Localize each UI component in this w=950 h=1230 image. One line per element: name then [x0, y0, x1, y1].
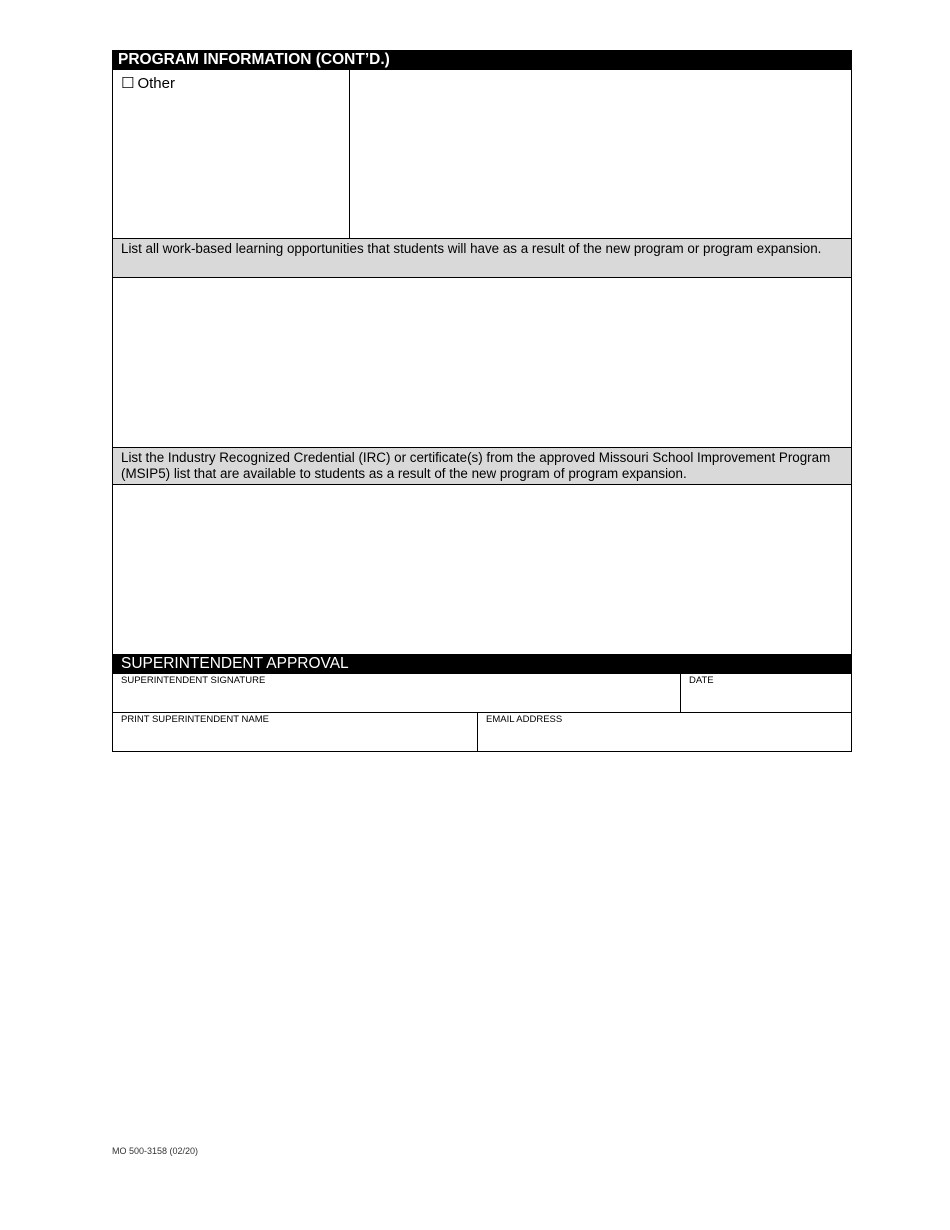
- email-label: EMAIL ADDRESS: [486, 714, 563, 725]
- other-option[interactable]: [113, 70, 350, 238]
- other-description-field[interactable]: [350, 70, 851, 238]
- date-field[interactable]: [681, 674, 851, 712]
- signature-field[interactable]: [113, 674, 681, 712]
- other-row: [112, 70, 852, 238]
- work-based-learning-prompt: List all work-based learning opportunities that students will have as a result of the new program or program expansion.: [112, 238, 852, 277]
- print-name-label: PRINT SUPERINTENDENT NAME: [121, 714, 269, 725]
- other-checkbox[interactable]: ☐: [121, 75, 135, 92]
- name-email-row: [112, 713, 852, 752]
- form-number: MO 500-3158 (02/20): [112, 1146, 199, 1156]
- other-label: Other: [137, 75, 175, 92]
- program-information-header: PROGRAM INFORMATION (CONT’D.): [112, 50, 852, 70]
- signature-label: SUPERINTENDENT SIGNATURE: [121, 675, 266, 686]
- signature-row: [112, 674, 852, 713]
- irc-field[interactable]: [112, 484, 852, 654]
- irc-prompt: List the Industry Recognized Credential (IRC) or certificate(s) from the approved Missouri School Improvement Program (MSIP5) list that are available to students as a result of the new program of program expansion.: [112, 447, 852, 484]
- email-field[interactable]: [478, 713, 851, 751]
- work-based-learning-field[interactable]: [112, 277, 852, 447]
- print-name-field[interactable]: [113, 713, 478, 751]
- superintendent-approval-header: SUPERINTENDENT APPROVAL: [112, 654, 852, 674]
- date-label: DATE: [689, 675, 714, 686]
- program-form: [112, 50, 852, 752]
